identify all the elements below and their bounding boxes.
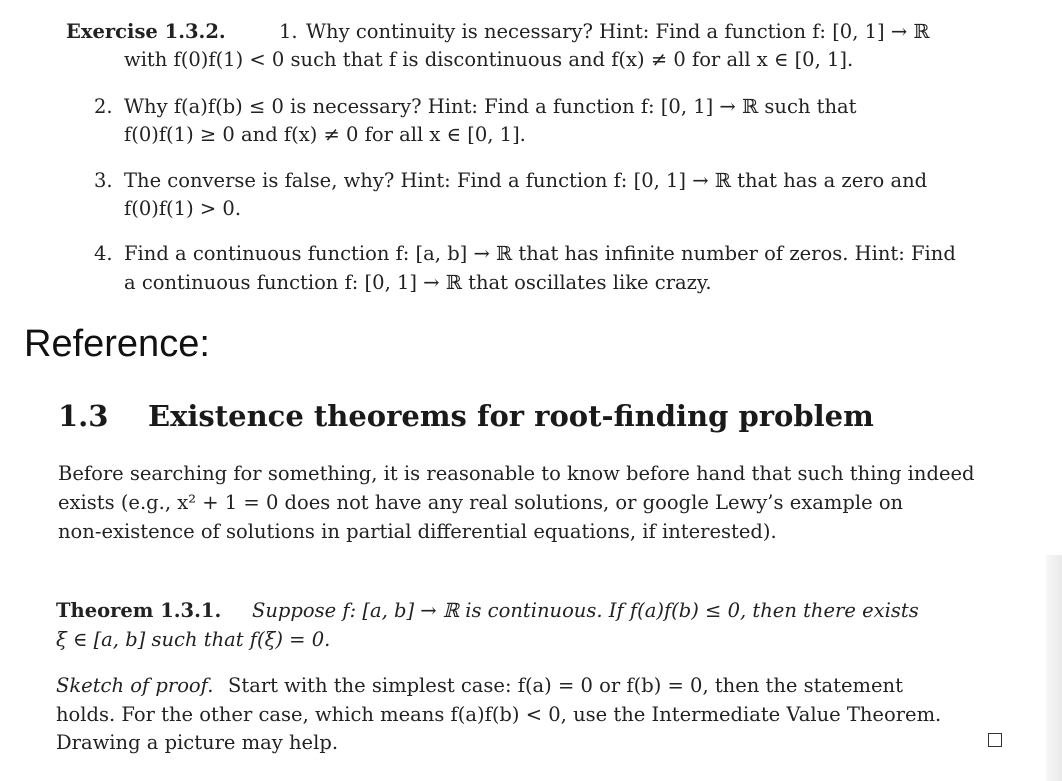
proof-line1: Start with the simplest case: f(a) = 0 or f(b) = 0, then the statement <box>228 674 903 697</box>
section-title: Existence theorems for root-finding problem <box>148 399 874 433</box>
exercise-item-2-line2: f(0)f(1) ≥ 0 and f(x) ≠ 0 for all x ∈ [0, 1]. <box>124 123 526 146</box>
exercise-item-4-line2: a continuous function f: [0, 1] → ℝ that oscillates like crazy. <box>124 271 712 294</box>
exercise-item-2-line1: Why f(a)f(b) ≤ 0 is necessary? Hint: Find a function f: [0, 1] → ℝ such that <box>124 95 857 118</box>
exercise-item-3-line2: f(0)f(1) > 0. <box>124 197 242 220</box>
intro-line-1: Before searching for something, it is reasonable to know before hand that such thing indeed <box>58 462 975 485</box>
exercise-item-1-line1: Why continuity is necessary? Hint: Find a function f: [0, 1] → ℝ <box>306 20 930 43</box>
exercise-item-4-line1: Find a continuous function f: [a, b] → ℝ that has infinite number of zeros. Hint: Find <box>124 242 956 265</box>
theorem-label: Theorem 1.3.1. <box>56 599 222 622</box>
section-number: 1.3 <box>58 399 109 433</box>
qed-box-icon <box>988 733 1002 747</box>
proof-line3: Drawing a picture may help. <box>56 731 339 754</box>
proof-label: Sketch of proof. <box>56 674 214 697</box>
exercise-item-3-line1: The converse is false, why? Hint: Find a function f: [0, 1] → ℝ that has a zero and <box>124 169 928 192</box>
proof-line2: holds. For the other case, which means f(a)f(b) < 0, use the Intermediate Value Theorem. <box>56 703 942 726</box>
page-edge-shadow <box>1046 555 1062 781</box>
theorem-line1: Suppose f: [a, b] → ℝ is continuous. If f(a)f(b) ≤ 0, then there exists <box>252 599 919 622</box>
exercise-item-1-line2: with f(0)f(1) < 0 such that f is discontinuous and f(x) ≠ 0 for all x ∈ [0, 1]. <box>124 48 854 71</box>
exercise-label: Exercise 1.3.2. <box>66 20 226 43</box>
intro-line-3: non-existence of solutions in partial differential equations, if interested). <box>58 520 777 543</box>
exercise-item-3-number: 3. <box>94 169 113 192</box>
exercise-item-1-number: 1. <box>279 20 298 43</box>
exercise-item-4-number: 4. <box>94 242 113 265</box>
theorem-line2: ξ ∈ [a, b] such that f(ξ) = 0. <box>56 628 331 651</box>
intro-line-2: exists (e.g., x² + 1 = 0 does not have any real solutions, or google Lewy’s example on <box>58 491 904 514</box>
exercise-item-2-number: 2. <box>94 95 113 118</box>
reference-label: Reference: <box>24 323 210 365</box>
